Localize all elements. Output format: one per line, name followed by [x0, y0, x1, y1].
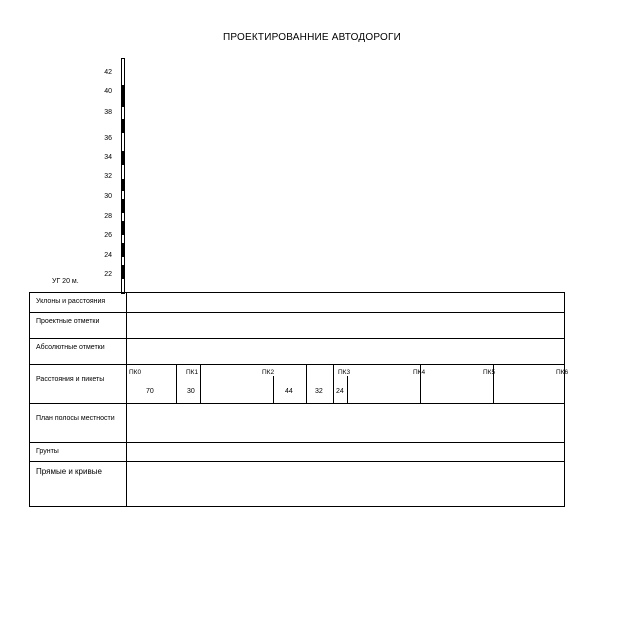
elevation-tick: 36 [104, 135, 112, 142]
distance-value: 70 [146, 388, 154, 395]
picket-label: ПК3 [338, 369, 351, 376]
row-label-design-marks: Проектные отметки [36, 318, 100, 325]
elevation-tick: 22 [104, 271, 112, 278]
elevation-tick: 26 [104, 232, 112, 239]
elevation-tick: 38 [104, 109, 112, 116]
elevation-tick: 30 [104, 193, 112, 200]
picket-label: ПК6 [556, 369, 569, 376]
elevation-tick: 40 [104, 88, 112, 95]
distance-value: 32 [315, 388, 323, 395]
elevation-tick: 32 [104, 173, 112, 180]
picket-label: ПК4 [413, 369, 426, 376]
picket-label: ПК1 [186, 369, 199, 376]
row-label-slopes: Уклоны и расстояния [36, 298, 106, 305]
row-label-terrain-plan: План полосы местности [36, 415, 115, 422]
picket-label: ПК2 [262, 369, 275, 376]
elevation-tick: 34 [104, 154, 112, 161]
row-label-absolute-marks: Абсолютные отметки [36, 344, 105, 351]
elevation-tick: 24 [104, 252, 112, 259]
row-label-straights-curves: Прямые и кривые [36, 467, 102, 476]
picket-label: ПК0 [129, 369, 142, 376]
distance-value: 44 [285, 388, 293, 395]
elevation-ruler [121, 58, 125, 294]
profile-table [29, 292, 569, 507]
distance-value: 24 [336, 388, 344, 395]
picket-label: ПК5 [483, 369, 496, 376]
distance-value: 30 [187, 388, 195, 395]
scale-label: УГ 20 м. [52, 278, 79, 285]
elevation-tick: 28 [104, 213, 112, 220]
elevation-tick: 42 [104, 69, 112, 76]
page-title: ПРОЕКТИРОВАННИЕ АВТОДОРОГИ [223, 32, 401, 43]
row-label-distances-pickets: Расстояния и пикеты [36, 376, 105, 383]
row-label-soils: Грунты [36, 448, 59, 455]
